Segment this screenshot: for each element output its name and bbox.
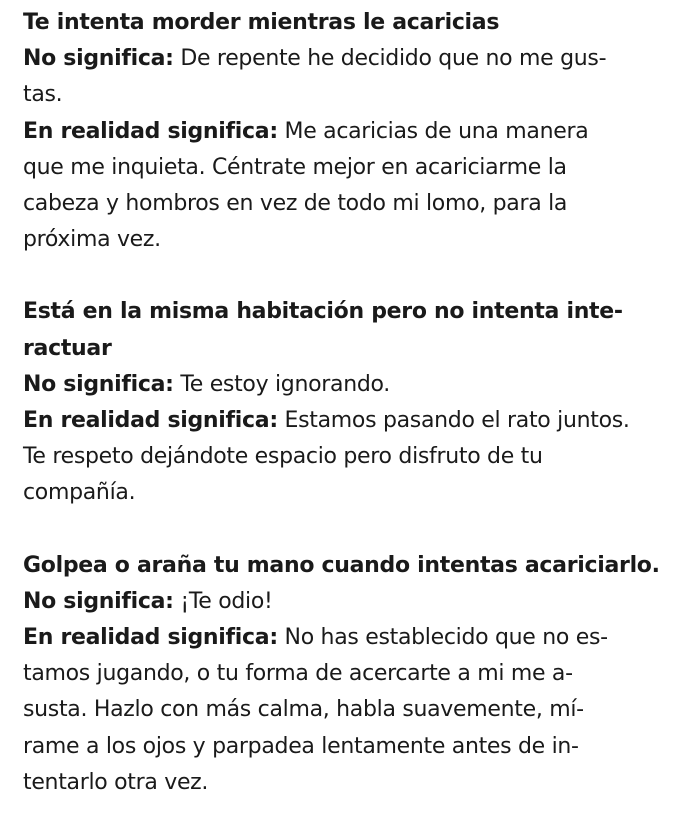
not-meaning-text: De repente he decidido que no me gus- xyxy=(173,46,607,72)
not-meaning-label: No significa: xyxy=(23,46,174,72)
real-meaning-line: cabeza y hombros en vez de todo mi lomo, para la xyxy=(23,191,568,217)
entry-heading: Está en la misma habitación pero no intenta inte- xyxy=(23,299,623,325)
entry-swat-or-scratch xyxy=(23,548,690,801)
real-meaning xyxy=(23,114,690,150)
real-meaning-line: compañía. xyxy=(23,480,136,506)
real-meaning-line: susta. Hazlo con más calma, habla suavemente, mí- xyxy=(23,697,584,723)
real-meaning-label: En realidad significa: xyxy=(23,408,278,434)
real-meaning xyxy=(23,403,690,439)
real-meaning-line: tentarlo otra vez. xyxy=(23,769,209,795)
real-meaning-line: Te respeto dejándote espacio pero disfruto de tu xyxy=(23,444,543,470)
entry-heading: Golpea o araña tu mano cuando intentas acariciarlo. xyxy=(23,552,660,578)
not-meaning-label: No significa: xyxy=(23,588,174,614)
entry-bite-while-petting xyxy=(23,5,690,258)
not-meaning-text: ¡Te odio! xyxy=(173,588,273,614)
entry-heading-cont: ractuar xyxy=(23,335,112,361)
real-meaning-label: En realidad significa: xyxy=(23,625,278,651)
real-meaning-line: rame a los ojos y parpadea lentamente antes de in- xyxy=(23,733,579,759)
not-meaning xyxy=(23,41,690,77)
not-meaning xyxy=(23,584,690,620)
real-meaning-text: No has establecido que no es- xyxy=(277,625,608,651)
not-meaning-label: No significa: xyxy=(23,371,174,397)
real-meaning-text: Me acaricias de una manera xyxy=(277,118,589,144)
entry-same-room-no-interaction xyxy=(23,294,690,511)
not-meaning-text: Te estoy ignorando. xyxy=(173,371,390,397)
real-meaning xyxy=(23,620,690,656)
not-meaning-text-cont: tas. xyxy=(23,82,63,108)
real-meaning-line: que me inquieta. Céntrate mejor en acariciarme la xyxy=(23,154,567,180)
real-meaning-line: próxima vez. xyxy=(23,227,161,253)
not-meaning xyxy=(23,367,690,403)
entry-heading: Te intenta morder mientras le acaricias xyxy=(23,10,500,35)
real-meaning-text: Estamos pasando el rato juntos. xyxy=(277,408,630,434)
real-meaning-label: En realidad significa: xyxy=(23,118,278,144)
real-meaning-line: tamos jugando, o tu forma de acercarte a mi me a- xyxy=(23,661,573,687)
